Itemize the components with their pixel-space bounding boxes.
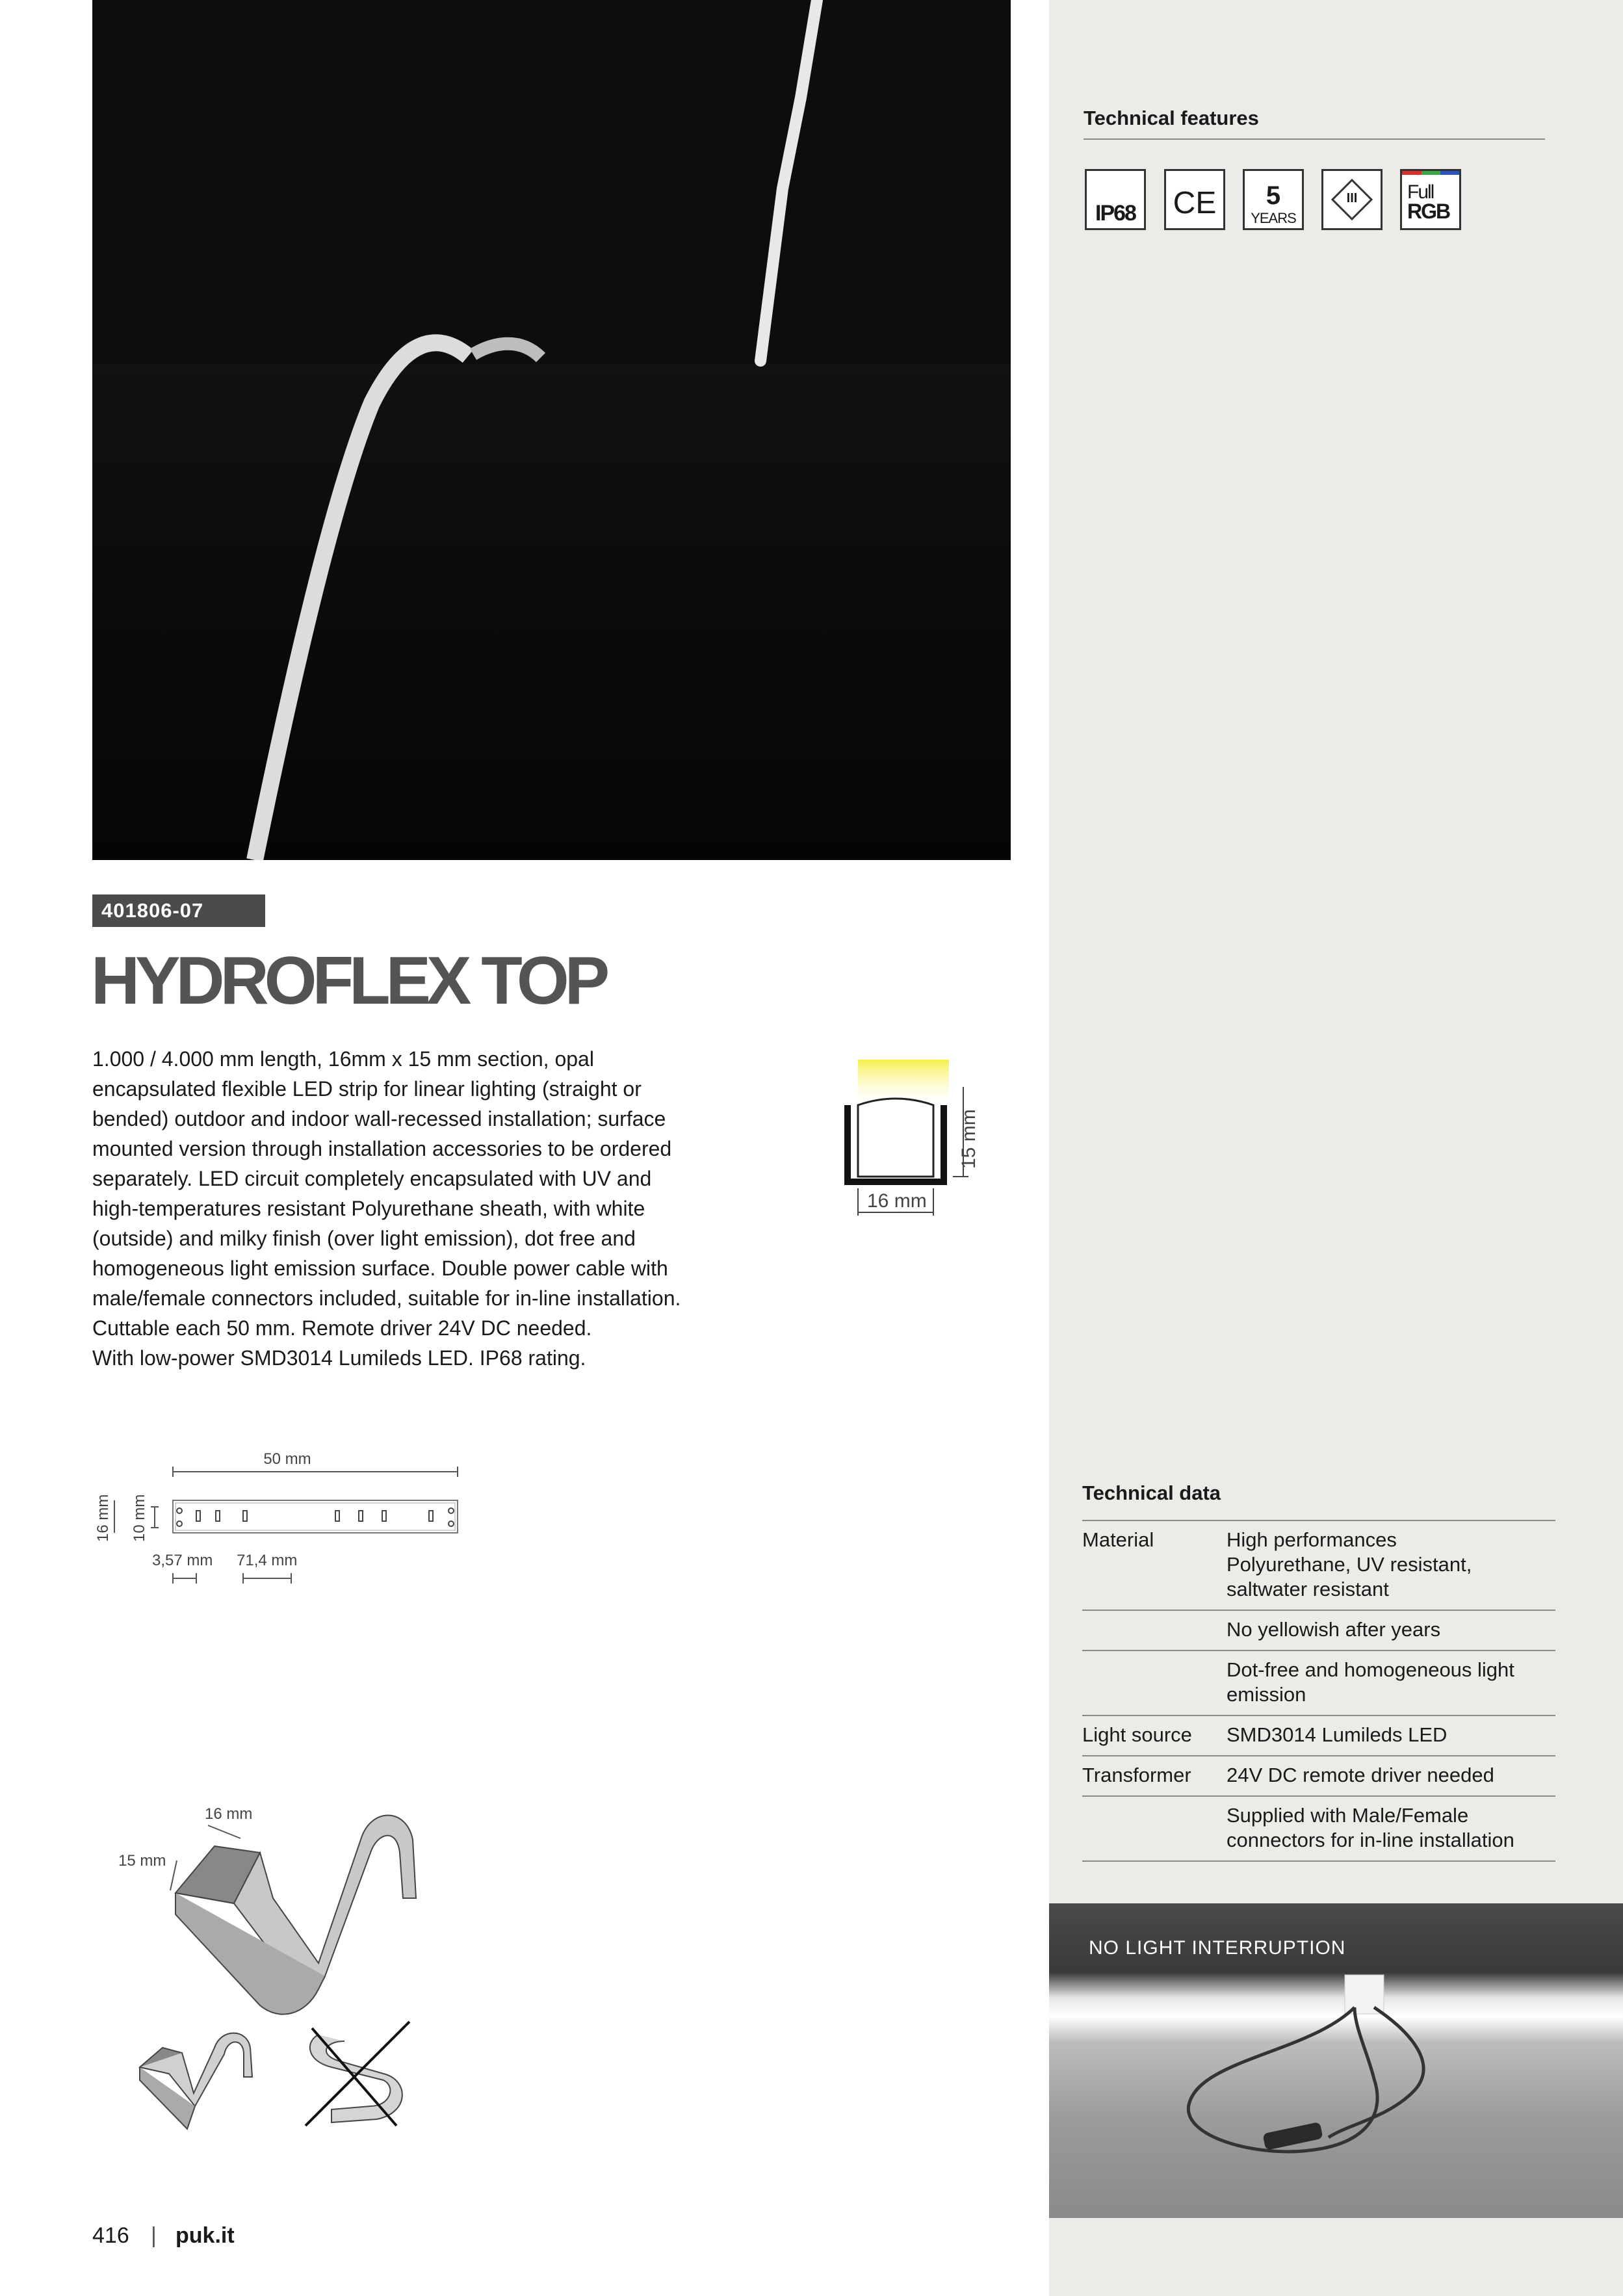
spec-value: [1227, 1715, 1555, 1756]
description-line: 1.000 / 4.000 mm length, 16mm x 15 mm section, opal: [92, 1047, 594, 1071]
spec-value-line: Supplied with Male/Female: [1227, 1804, 1469, 1827]
description-line: bended) outdoor and indoor wall-recessed installation; surface: [92, 1107, 666, 1130]
description-line: (outside) and milky finish (over light emission), dot free and: [92, 1227, 636, 1250]
spec-key: [1082, 1796, 1227, 1861]
cross-section-drawing: [838, 1053, 994, 1229]
warranty-years-label: YEARS: [1251, 210, 1296, 226]
strip-pitch1-label: 3,57 mm: [152, 1552, 213, 1569]
correct-bend-illustration: [140, 2033, 252, 2130]
ce-icon-text: CE: [1173, 186, 1217, 220]
full-rgb-line1: Full: [1407, 181, 1434, 203]
spec-value: [1227, 1756, 1555, 1796]
spec-key: Material: [1082, 1520, 1227, 1610]
description-line: homogeneous light emission surface. Double power cable with: [92, 1257, 668, 1280]
spec-key: Light source: [1082, 1715, 1227, 1756]
description-line: separately. LED circuit completely encapsulated with UV and: [92, 1167, 652, 1190]
product-description: [92, 1044, 775, 1373]
spec-value-line: SMD3014 Lumileds LED: [1227, 1723, 1448, 1746]
hero-photo: [92, 0, 1011, 860]
full-rgb-icon: [1400, 169, 1461, 230]
table-row: [1082, 1796, 1555, 1861]
spec-key: [1082, 1650, 1227, 1715]
strip-top-view-drawing: [92, 1443, 469, 1593]
spec-value: [1227, 1610, 1555, 1650]
spec-value-line: No yellowish after years: [1227, 1618, 1441, 1641]
bend-drawings: [110, 1781, 461, 2145]
hero-led-strip-image: [92, 0, 1011, 860]
full-rgb-line2: RGB: [1407, 200, 1450, 223]
description-line: high-temperatures resistant Polyurethane sheath, with white: [92, 1197, 645, 1220]
spec-key: [1082, 1610, 1227, 1650]
technical-data-title: Technical data: [1082, 1481, 1221, 1504]
recommended-bend-illustration: [175, 1816, 416, 2015]
warranty-years-number: 5: [1266, 181, 1281, 210]
website-link[interactable]: puk.it: [175, 2223, 235, 2248]
description-line: mounted version through installation accessories to be ordered: [92, 1137, 672, 1160]
description-line: encapsulated flexible LED strip for linear lighting (straight or: [92, 1077, 642, 1101]
table-row: [1082, 1756, 1555, 1796]
ce-icon: [1164, 169, 1225, 230]
product-code-badge: 401806-07: [92, 894, 265, 927]
description-line: male/female connectors included, suitable for in-line installation.: [92, 1286, 681, 1310]
spec-key: Transformer: [1082, 1756, 1227, 1796]
ip68-icon-text: IP68: [1095, 201, 1136, 226]
warranty-icon: [1243, 169, 1304, 230]
spec-value-line: emission: [1227, 1683, 1306, 1706]
table-row: [1082, 1610, 1555, 1650]
technical-data-table: [1082, 1520, 1555, 1862]
spec-value-line: saltwater resistant: [1227, 1578, 1389, 1600]
spec-value-line: Polyurethane, UV resistant,: [1227, 1553, 1472, 1576]
class-iii-icon-text: III: [1346, 191, 1358, 205]
table-row: [1082, 1715, 1555, 1756]
bend-height-label: 15 mm: [118, 1852, 166, 1870]
description-line: With low-power SMD3014 Lumileds LED. IP68 rating.: [92, 1346, 586, 1370]
section-height-label: 15 mm: [958, 1109, 980, 1169]
strip-body: [858, 1099, 933, 1177]
table-row: [1082, 1650, 1555, 1715]
page-number: 416: [92, 2223, 129, 2248]
spec-value-line: connectors for in-line installation: [1227, 1829, 1514, 1851]
footer-separator: |: [151, 2223, 157, 2248]
spec-value-line: 24V DC remote driver needed: [1227, 1764, 1494, 1786]
description-line: Cuttable each 50 mm. Remote driver 24V DC needed.: [92, 1316, 592, 1340]
product-title: HYDROFLEX TOP: [91, 943, 606, 1019]
spec-value-line: Dot-free and homogeneous light: [1227, 1658, 1514, 1681]
spec-value: [1227, 1520, 1555, 1610]
no-light-interruption-label: NO LIGHT INTERRUPTION: [1089, 1937, 1346, 1959]
incorrect-bend-illustration: [305, 2022, 409, 2126]
ip68-icon: [1085, 169, 1146, 230]
technical-features-divider: [1084, 138, 1545, 140]
spec-value: [1227, 1796, 1555, 1861]
table-row: [1082, 1520, 1555, 1610]
strip-outer-height-label: 16 mm: [94, 1494, 112, 1542]
technical-features-title: Technical features: [1084, 107, 1259, 129]
class-iii-icon: [1321, 169, 1383, 230]
section-width-label: 16 mm: [867, 1190, 927, 1212]
strip-length-label: 50 mm: [263, 1450, 311, 1468]
bend-width-label: 16 mm: [205, 1805, 253, 1823]
strip-inner-height-label: 10 mm: [131, 1494, 148, 1542]
spec-value: [1227, 1650, 1555, 1715]
strip-pitch2-label: 71,4 mm: [237, 1552, 298, 1569]
spec-value-line: High performances: [1227, 1528, 1397, 1551]
